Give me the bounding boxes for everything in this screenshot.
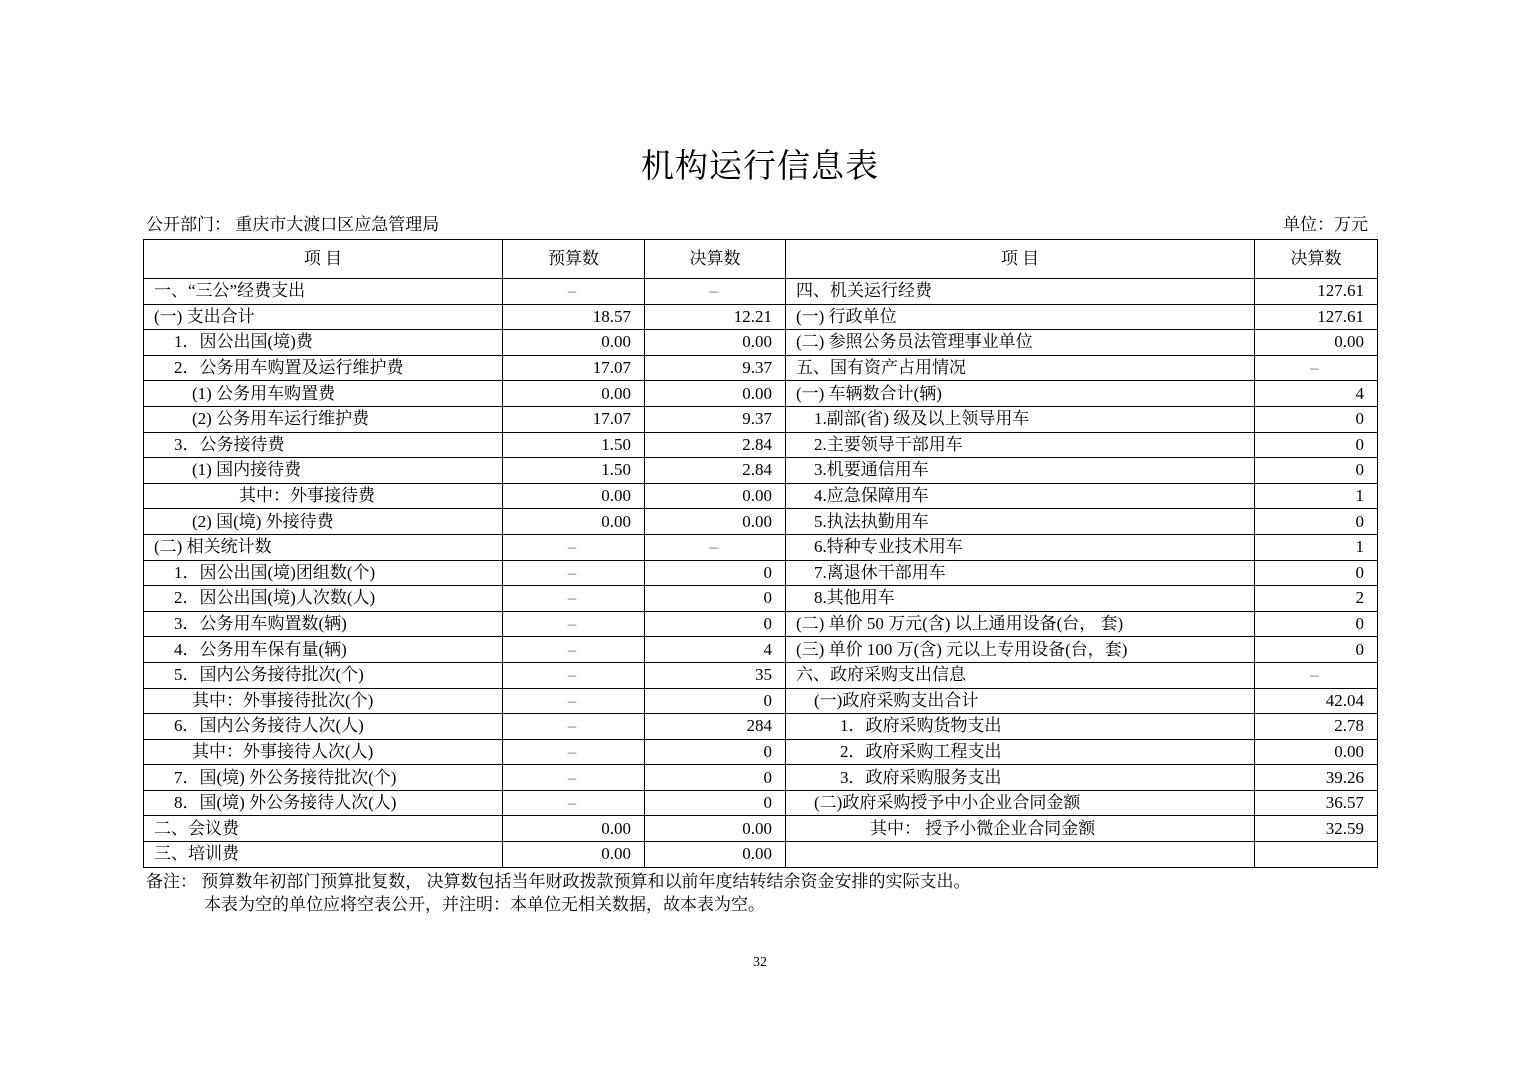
header-final: 决算数 (645, 240, 786, 279)
row-final-right: 0 (1255, 458, 1378, 484)
row-item-right: 五、国有资产占用情况 (786, 355, 1255, 381)
row-budget: 0.00 (503, 381, 645, 407)
row-item-right: 其中： 授予小微企业合同金额 (786, 816, 1255, 842)
row-budget: – (503, 560, 645, 586)
header-final-right: 决算数 (1255, 240, 1378, 279)
page-number: 32 (753, 955, 767, 970)
row-item-left: 二、会议费 (144, 816, 503, 842)
row-item-right: 2．政府采购工程支出 (786, 739, 1255, 765)
row-item-left: 5．国内公务接待批次(个) (144, 662, 503, 688)
table-row (144, 637, 1378, 663)
table-row (144, 458, 1378, 484)
row-final: 0.00 (645, 816, 786, 842)
row-final-right: 0 (1255, 637, 1378, 663)
row-final: 0 (645, 688, 786, 714)
row-item-left: 1．因公出国(境)费 (144, 330, 503, 356)
row-budget: – (503, 765, 645, 791)
row-item-left: (1) 国内接待费 (144, 458, 503, 484)
info-table (143, 239, 1378, 868)
row-item-right: 1.副部(省) 级及以上领导用车 (786, 406, 1255, 432)
row-item-right: (二) 参照公务员法管理事业单位 (786, 330, 1255, 356)
row-final-right: 39.26 (1255, 765, 1378, 791)
table-row (144, 790, 1378, 816)
row-final-right: 32.59 (1255, 816, 1378, 842)
row-item-right: 8.其他用车 (786, 586, 1255, 612)
row-item-right: 2.主要领导干部用车 (786, 432, 1255, 458)
table-row (144, 739, 1378, 765)
row-item-left: 2．公务用车购置及运行维护费 (144, 355, 503, 381)
row-final-right: 0.00 (1255, 739, 1378, 765)
row-final-right: 1 (1255, 534, 1378, 560)
row-final-right: 42.04 (1255, 688, 1378, 714)
row-budget: 17.07 (503, 355, 645, 381)
table-row (144, 586, 1378, 612)
table-row (144, 714, 1378, 740)
table-row (144, 560, 1378, 586)
row-item-left: 其中：外事接待人次(人) (144, 739, 503, 765)
row-final: 0.00 (645, 509, 786, 535)
table-row (144, 509, 1378, 535)
row-budget: – (503, 279, 645, 305)
notes (146, 870, 971, 916)
row-final: 2.84 (645, 458, 786, 484)
row-budget: 1.50 (503, 458, 645, 484)
row-final-right (1255, 842, 1378, 868)
note-line-2: 本表为空的单位应将空表公开，并注明：本单位无相关数据，故本表为空。 (204, 895, 765, 914)
row-final-right: 127.61 (1255, 304, 1378, 330)
row-budget: 0.00 (503, 842, 645, 868)
row-item-left: 其中：外事接待费 (144, 483, 503, 509)
table-body (144, 279, 1378, 868)
row-item-left: 7．国(境) 外公务接待批次(个) (144, 765, 503, 791)
table-row (144, 432, 1378, 458)
row-item-left: 一、“三公”经费支出 (144, 279, 503, 305)
row-item-left: (1) 公务用车购置费 (144, 381, 503, 407)
table-row (144, 662, 1378, 688)
row-budget: – (503, 611, 645, 637)
table-row (144, 381, 1378, 407)
row-final-right: 2.78 (1255, 714, 1378, 740)
row-item-right: 7.离退休干部用车 (786, 560, 1255, 586)
row-item-right: 6.特种专业技术用车 (786, 534, 1255, 560)
row-budget: 1.50 (503, 432, 645, 458)
row-budget: – (503, 714, 645, 740)
row-item-right: 1．政府采购货物支出 (786, 714, 1255, 740)
row-final: 0 (645, 586, 786, 612)
row-final: 0 (645, 560, 786, 586)
header-budget: 预算数 (503, 240, 645, 279)
row-item-left: (一) 支出合计 (144, 304, 503, 330)
row-budget: – (503, 586, 645, 612)
row-item-right: (一) 行政单位 (786, 304, 1255, 330)
row-budget: – (503, 688, 645, 714)
row-final-right: 0 (1255, 432, 1378, 458)
row-item-right: 3．政府采购服务支出 (786, 765, 1255, 791)
row-budget: – (503, 662, 645, 688)
row-final-right: 36.57 (1255, 790, 1378, 816)
row-item-right: (二) 单价 50 万元(含) 以上通用设备(台， 套) (786, 611, 1255, 637)
row-final: – (645, 279, 786, 305)
row-item-left: 6．国内公务接待人次(人) (144, 714, 503, 740)
row-final-right: – (1255, 355, 1378, 381)
table-row (144, 355, 1378, 381)
row-item-right: 六、政府采购支出信息 (786, 662, 1255, 688)
row-item-right: 3.机要通信用车 (786, 458, 1255, 484)
department-label: 公开部门： 重庆市大渡口区应急管理局 (146, 215, 440, 234)
row-budget: 0.00 (503, 483, 645, 509)
row-item-right: (一) 车辆数合计(辆) (786, 381, 1255, 407)
row-final: 284 (645, 714, 786, 740)
row-budget: – (503, 790, 645, 816)
row-final-right: 1 (1255, 483, 1378, 509)
row-final: 9.37 (645, 406, 786, 432)
table-row (144, 330, 1378, 356)
row-final: 0.00 (645, 381, 786, 407)
row-budget: 0.00 (503, 509, 645, 535)
row-final-right: 0 (1255, 509, 1378, 535)
row-final: 0 (645, 765, 786, 791)
row-final: 9.37 (645, 355, 786, 381)
row-budget: 0.00 (503, 330, 645, 356)
table-row (144, 406, 1378, 432)
table-row (144, 816, 1378, 842)
table-row (144, 611, 1378, 637)
row-item-left: (2) 公务用车运行维护费 (144, 406, 503, 432)
row-item-left: 1．因公出国(境)团组数(个) (144, 560, 503, 586)
unit-label: 单位：万元 (1283, 215, 1368, 234)
row-final-right: 0 (1255, 406, 1378, 432)
page-title: 机构运行信息表 (641, 146, 879, 185)
row-budget: – (503, 637, 645, 663)
row-item-right: 4.应急保障用车 (786, 483, 1255, 509)
row-item-left: (二) 相关统计数 (144, 534, 503, 560)
table-row (144, 483, 1378, 509)
table-row (144, 534, 1378, 560)
row-item-left: 3．公务用车购置数(辆) (144, 611, 503, 637)
row-budget: 18.57 (503, 304, 645, 330)
row-final: 0.00 (645, 483, 786, 509)
row-final: 0 (645, 790, 786, 816)
row-item-left: 其中：外事接待批次(个) (144, 688, 503, 714)
table-row (144, 688, 1378, 714)
row-final: 0.00 (645, 330, 786, 356)
row-final-right: 0.00 (1255, 330, 1378, 356)
row-item-left: 3．公务接待费 (144, 432, 503, 458)
row-budget: – (503, 739, 645, 765)
row-item-left: 2．因公出国(境)人次数(人) (144, 586, 503, 612)
row-item-right (786, 842, 1255, 868)
table-row (144, 304, 1378, 330)
row-final: 12.21 (645, 304, 786, 330)
row-item-right: 5.执法执勤用车 (786, 509, 1255, 535)
row-item-right: (一)政府采购支出合计 (786, 688, 1255, 714)
table-row (144, 842, 1378, 868)
table-header-row (144, 240, 1378, 279)
table-row (144, 279, 1378, 305)
row-budget: 17.07 (503, 406, 645, 432)
row-item-right: 四、机关运行经费 (786, 279, 1255, 305)
row-final: 35 (645, 662, 786, 688)
header-item-left: 项 目 (144, 240, 503, 279)
row-item-left: 三、培训费 (144, 842, 503, 868)
row-final-right: 2 (1255, 586, 1378, 612)
header-item-right: 项 目 (786, 240, 1255, 279)
row-budget: – (503, 534, 645, 560)
row-final-right: 127.61 (1255, 279, 1378, 305)
row-item-right: (三) 单价 100 万(含) 元以上专用设备(台，套) (786, 637, 1255, 663)
row-item-left: (2) 国(境) 外接待费 (144, 509, 503, 535)
row-final: 2.84 (645, 432, 786, 458)
row-final-right: – (1255, 662, 1378, 688)
row-final-right: 4 (1255, 381, 1378, 407)
row-final: – (645, 534, 786, 560)
table-row (144, 765, 1378, 791)
row-final-right: 0 (1255, 560, 1378, 586)
row-final: 0 (645, 739, 786, 765)
row-item-left: 8．国(境) 外公务接待人次(人) (144, 790, 503, 816)
row-item-left: 4．公务用车保有量(辆) (144, 637, 503, 663)
row-final: 4 (645, 637, 786, 663)
note-line-1: 备注： 预算数年初部门预算批复数， 决算数包括当年财政拨款预算和以前年度结转结余资金安排的实际支出。 (146, 872, 971, 891)
row-budget: 0.00 (503, 816, 645, 842)
row-final-right: 0 (1255, 611, 1378, 637)
row-final: 0 (645, 611, 786, 637)
row-final: 0.00 (645, 842, 786, 868)
row-item-right: (二)政府采购授予中小企业合同金额 (786, 790, 1255, 816)
